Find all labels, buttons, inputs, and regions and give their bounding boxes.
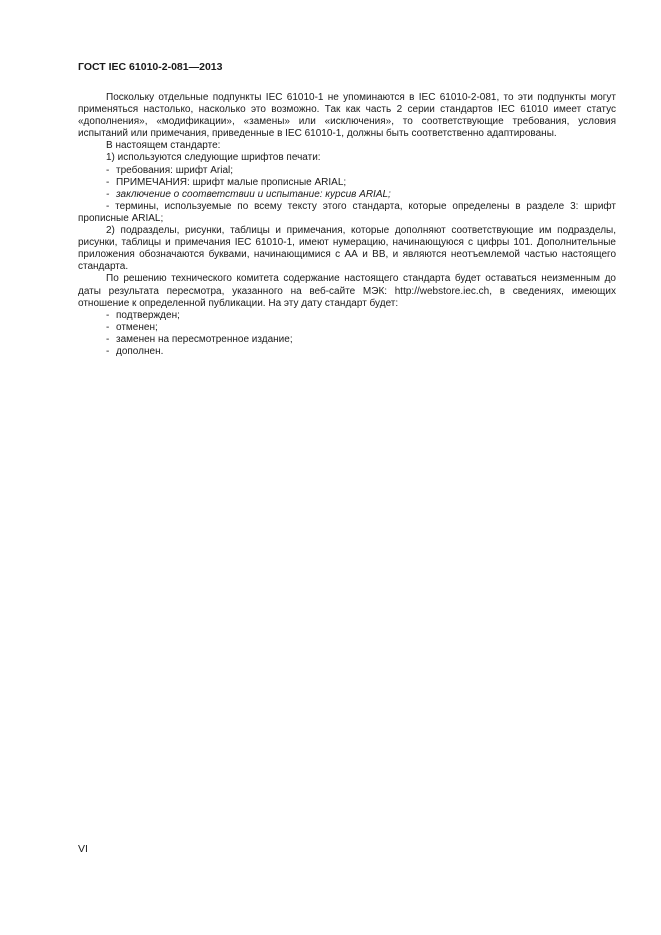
list-item-text: требования: шрифт Arial; [116,164,234,176]
list-item-text: подтвержден; [116,309,180,321]
list-item-text: заменен на пересмотренное издание; [116,333,293,345]
list-item-font-notes [78,177,616,189]
page-number: VI [78,843,88,855]
list-dash: - [106,188,110,200]
list-item-text: ПРИМЕЧАНИЯ: шрифт малые прописные ARIAL; [116,176,347,188]
list-dash: - [106,164,110,176]
paragraph-fonts-intro: 1) используются следующие шрифтов печати: [106,152,321,164]
list-dash: - [106,309,110,321]
list-item-text: отменен; [116,321,158,333]
list-item-status-withdrawn [78,322,616,334]
paragraph-terms-font: - термины, используемые по всему тексту этого стандарта, которые определены в разделе 3: шрифт прописные ARIAL; [78,200,616,224]
list-dash: - [106,176,110,188]
list-item-font-requirements [78,165,616,177]
list-item-text: дополнен. [116,345,164,357]
paragraph-in-this-standard: В настоящем стандарте: [106,140,221,152]
paragraph-applicability: Поскольку отдельные подпункты IEC 61010-1 не упоминаются в IEC 61010-2-081, то эти подпункты могут применяться настолько, насколько это возможно. Так как часть 2 серии стандартов IEC 61010 имеет статус «дополнения», «модификации», «замены» или «исключения», то соответствующие требования, условия испытаний или примечания, приведенные в IEC 61010-1, должны быть соответственно адаптированы. [78,92,616,140]
list-item-status-replaced [78,334,616,346]
list-dash: - [106,333,110,345]
document-header: ГОСТ IEC 61010-2-081—2013 [78,61,223,73]
paragraph-committee-decision: По решению технического комитета содержание настоящего стандарта будет оставаться неизменным до даты результата пересмотра, указанного на веб-сайте МЭК: http://webstore.iec.ch, в сведениях, имеющих отношение к определенной публикации. На эту дату стандарт будет: [78,273,616,309]
list-item-status-confirmed [78,310,616,322]
list-dash: - [106,345,110,357]
document-body [78,92,616,358]
list-item-status-amended [78,346,616,358]
paragraph-numbering: 2) подразделы, рисунки, таблицы и примечания, которые дополняют соответствующие им подразделы, рисунки, таблицы и примечания IEC 61010-1, имеют нумерацию, начинающуюся с цифры 101. Дополнительные приложения обозначаются буквами, начинающимися с АА и ВВ, и являются неотъемлемой частью настоящего стандарта. [78,225,616,273]
list-item-font-compliance [78,189,616,201]
list-dash: - [106,321,110,333]
list-item-text: заключение о соответствии и испытание: курсив ARIAL; [116,188,391,200]
